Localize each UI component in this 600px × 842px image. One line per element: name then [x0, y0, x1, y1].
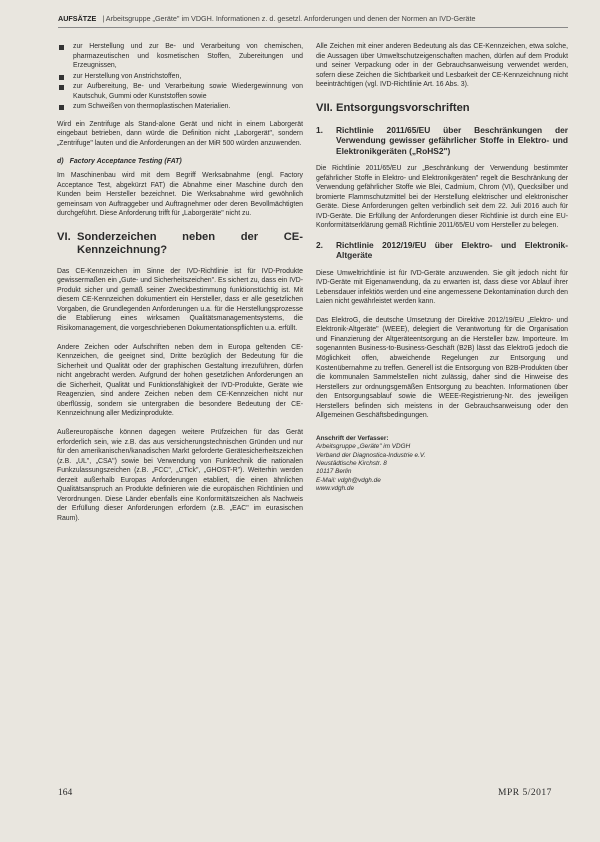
subheading-number: d) [57, 158, 64, 166]
paragraph: Wird ein Zentrifuge als Stand-alone Gerät und nicht in einem Laborgerät eingebaut betrieben, dann würde die Definition nicht „Laborgerät", sondern „Zentrifuge" lauten und die Anforderungen an der MiR 500 würden anzuwenden. [57, 120, 303, 147]
bullet-list [57, 42, 303, 112]
paragraph: Im Maschinenbau wird mit dem Begriff Werksabnahme (engl. Factory Acceptance Test, abgekürzt FAT) die Abnahme einer Maschine durch den Kunden beim Hersteller bezeichnet. Die Werksabnahme wird gewöhnlich gemeinsam von Auftraggeber und Auftragnehmer oder deren Bevollmächtigten durchgeführt. Diese Anforderung trifft für „Laborgeräte" nicht zu. [57, 172, 303, 218]
header-text: | Arbeitsgruppe „Geräte" im VDGH. Informationen z. d. gesetzl. Anforderungen und denen der Normen an IVD-Geräte [102, 14, 476, 23]
section-number: VII. [316, 101, 333, 114]
section-heading-vii [316, 102, 568, 115]
subsection-title: Richtlinie 2011/65/EU über Beschränkungen der Verwendung gewisser gefährlicher Stoffe in Elektro- und Elektronikgeräten („RoHS2") [336, 124, 568, 156]
list-item: zur Herstellung von Anstrichstoffen, [57, 72, 303, 82]
address-line: 10117 Berlin [316, 468, 352, 476]
subsection-heading-2 [316, 240, 568, 261]
list-item: zur Aufbereitung, Be- und Verarbeitung sowie Wiedergewinnung von Kautschuk, Gummi oder Kunststoffen sowie [57, 82, 303, 101]
subsection-title: Richtlinie 2012/19/EU über Elektro- und Elektronik-Altgeräte [336, 239, 568, 261]
paragraph: Alle Zeichen mit einer anderen Bedeutung als das CE-Kennzeichen, etwa solche, die Aussagen über Umweltschutzeigenschaften machen, dürfen auf dem Produkt und seiner Verpackung oder in der Gebrauchsanweisung verwendet werden, sofern diese Zeichen die Sichtbarkeit und Lesbarkeit der CE-Kennzeichnung nicht beeinträchtigen (vgl. IVD-Richtlinie Art. 16 Abs. 3). [316, 43, 568, 89]
subheading-fat [57, 157, 303, 167]
address-email: E-Mail: vdgh@vdgh.de [316, 476, 381, 484]
list-item: zur Herstellung und zur Be- und Verarbeitung von chemischen, pharmazeutischen und kosmetischen Stoffen, Zubereitungen und Erzeugnissen, [57, 42, 303, 71]
subsection-number: 1. [316, 124, 323, 135]
author-address [316, 435, 568, 494]
section-number: VI. [57, 230, 71, 243]
journal-issue: MPR 5/2017 [498, 788, 552, 798]
paragraph: Das CE-Kennzeichen im Sinne der IVD-Richtlinie ist für IVD-Produkte gewissermaßen ein „Gute- und Sicherheitszeichen". Es sichert zu, dass ein IVD-Produkt sicher und gemäß seiner Zweckbestimmung funktionstüchtig ist. Mit diesem CE-Kennzeichen dokumentiert ein Hersteller, dass er alle gesetzlichen Vorgaben, die Grundlegenden Anforderungen u.a. für die Herstellungsprozesse die Etablierung eines wirksamen Qualitätsmanagementsystems, die Risikomanagement, die vorgeschriebenen Dokumentationspflichten u.a. erfüllt. [57, 267, 303, 333]
address-line: Neustädtische Kirchstr. 8 [316, 460, 387, 468]
section-heading-vi [57, 231, 303, 257]
list-item: zum Schweißen von thermoplastischen Materialien. [57, 102, 303, 112]
paragraph: Außereuropäische können dagegen weitere Prüfzeichen für das Gerät erforderlich sein, wie z.B. das aus versicherungstechnischen Gründen und nur für den amerikanischen/kanadischen Markt geforderte Gerätesicherheitszeichen (z.B. „UL", „CSA") sowie bei Verwendung von Funktechnik die nationalen Funkzulassungszeichen (z.B. „FCC", „CTick", „GHOST-R"). Weiterhin werden derzeit außerhalb Europas Anforderungen etabliert, die einen ähnlichen Qualitätsanspruch an Produkte definieren wie die europäischen Richtlinien und Verordnungen. Diese Länder ebenfalls eine Konformitätszeichen als Nachweis der Erfüllung dieser Anforderungen erfordern (z.B. „EAC" im eurasischen Raum). [57, 428, 303, 522]
section-tag: AUFSÄTZE [58, 14, 97, 23]
address-line: Arbeitsgruppe „Geräte" im VDGH [316, 443, 411, 451]
subsection-number: 2. [316, 239, 323, 250]
address-website: www.vdgh.de [316, 485, 355, 493]
paragraph: Andere Zeichen oder Aufschriften neben dem in Europa geltenden CE-Kennzeichen, die geeignet sind, Dritte bezüglich der Bedeutung für die Sicherheit und Qualität oder der graphischen Gestaltung irrezuführen, dürfen nicht angebracht werden. Aufgrund der hohen gesetzlichen Anforderungen an die Sicherheit, Qualität und Funktionsfähigkeit der IVD-Produkte, Geräte wie Reagenzien, sind andere Zeichen neben dem CE-Kennzeichen nicht nur überflüssig, sondern sie untergraben die besondere Bedeutung der CE-Kennzeichnung aller Medizinprodukte. [57, 343, 303, 418]
subheading-title: Factory Acceptance Testing (FAT) [69, 158, 182, 166]
section-title: Entsorgungsvorschriften [336, 101, 470, 114]
running-header [58, 14, 568, 28]
address-label: Anschrift der Verfasser: [316, 434, 389, 442]
paragraph: Die Richtlinie 2011/65/EU zur „Beschränkung der Verwendung bestimmter gefährlicher Stoffe in Elektro- und Elektronikgeräten" regelt die Beschränkung der Verwendung gefährlicher Stoffe wie Blei, Cadmium, Chrom (VI), Quecksilber und bromierte Flammschutzmittel bei der Herstellung elektrischer und elektronischer Geräte. Diese Anforderungen gelten verbindlich seit dem 22. Juli 2016 auch für IVD-Geräte. Die Erfüllung der Anforderungen dieser Richtlinie ist durch eine EU-Konformitätserklärung gemäß Richtlinie 2011/65/EU vom Hersteller zu belegen. [316, 164, 568, 230]
address-line: Verband der Diagnostica-Industrie e.V. [316, 451, 426, 459]
paragraph: Diese Umweltrichtlinie ist für IVD-Geräte anzuwenden. Sie gilt jedoch nicht für IVD-Geräte mit Eigenanwendung, da zu erwarten ist, dass diese vor Ablauf ihrer Lebensdauer infektiös werden und eine angemessene Dekontamination durch den Laien nicht gewährleistet werden kann. [316, 269, 568, 306]
right-column [316, 42, 568, 494]
section-title: Sonderzeichen neben der CE-Kennzeichnung? [77, 230, 303, 256]
left-column [57, 42, 303, 532]
page-number: 164 [58, 788, 73, 798]
subsection-heading-1 [316, 125, 568, 156]
paragraph: Das ElektroG, die deutsche Umsetzung der Direktive 2012/19/EU „Elektro- und Elektronik-Altgeräte" (WEEE), delegiert die Verantwortung für die Organisation und Finanzierung der Altgeräteentsorgung an die Hersteller bzw. Importeure. Im sogenannten Business-to-Business-Geschäft (B2B) lässt das ElektroG jedoch die Möglichkeit offen, abweichende Regelungen zur Entsorgung und Kostenübernahme zu treffen. Generell ist die Entsorgung von B2B-Produkten über die kommunalen Sammelstellen nicht zulässig, daher sind die Hinweise des Herstellers zur ordnungsgemäßen Entsorgung zu beachten. Informationen über den Entsorgungsablauf sowie die WEEE-Registrierung-Nr. des jeweiligen Herstellers befinden sich meistens in der Gebrauchsanweisung oder den Allgemeinen Geschäftsbedingungen. [316, 316, 568, 420]
